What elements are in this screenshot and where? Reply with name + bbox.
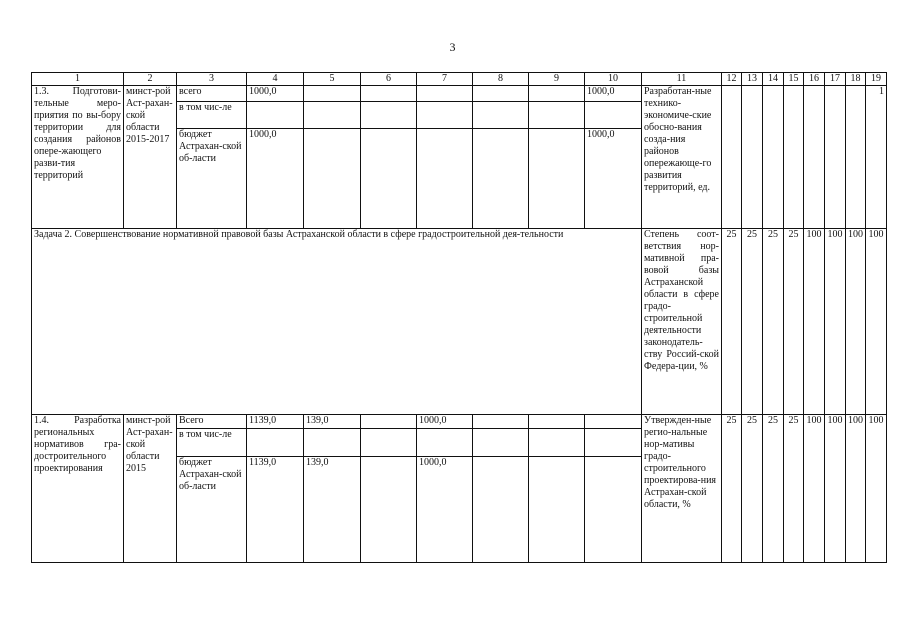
col-header-5: 5 bbox=[304, 73, 361, 86]
page-number: 3 bbox=[449, 40, 456, 54]
row-1-3-total-c10: 1000,0 bbox=[585, 86, 642, 102]
table-row bbox=[32, 415, 887, 429]
col-header-1: 1 bbox=[32, 73, 124, 86]
empty-cell bbox=[473, 102, 529, 129]
empty-cell bbox=[846, 86, 866, 229]
row-1-4-c14: 25 bbox=[763, 415, 784, 563]
empty-cell bbox=[473, 86, 529, 102]
row-1-4-c13: 25 bbox=[742, 415, 763, 563]
row-1-4-c16: 100 bbox=[804, 415, 825, 563]
col-header-3: 3 bbox=[177, 73, 247, 86]
executor-1-3: минст-рой Аст-рахан-ской области 2015-2017 bbox=[124, 86, 177, 229]
empty-cell bbox=[304, 429, 361, 457]
activity-1-4: 1.4. Разработка региональных нормативов гра-достроительного проектирования bbox=[32, 415, 124, 563]
funding-including-label: в том чис-ле bbox=[177, 429, 247, 457]
col-header-17: 17 bbox=[825, 73, 846, 86]
table-row bbox=[32, 86, 887, 102]
col-header-18: 18 bbox=[846, 73, 866, 86]
empty-cell bbox=[361, 429, 417, 457]
row-1-4-budget-c7: 1000,0 bbox=[417, 457, 473, 563]
empty-cell bbox=[304, 129, 361, 229]
empty-cell bbox=[473, 457, 529, 563]
task-2-c16: 100 bbox=[804, 229, 825, 415]
col-header-13: 13 bbox=[742, 73, 763, 86]
empty-cell bbox=[417, 102, 473, 129]
row-1-4-c15: 25 bbox=[784, 415, 804, 563]
row-1-4-total-c4: 1139,0 bbox=[247, 415, 304, 429]
row-1-4-budget-c5: 139,0 bbox=[304, 457, 361, 563]
col-header-8: 8 bbox=[473, 73, 529, 86]
empty-cell bbox=[247, 102, 304, 129]
funding-total-label: Всего bbox=[177, 415, 247, 429]
row-1-4-c19: 100 bbox=[866, 415, 887, 563]
row-1-4-total-c7: 1000,0 bbox=[417, 415, 473, 429]
empty-cell bbox=[361, 415, 417, 429]
empty-cell bbox=[585, 415, 642, 429]
row-1-4-total-c5: 139,0 bbox=[304, 415, 361, 429]
empty-cell bbox=[361, 457, 417, 563]
empty-cell bbox=[529, 429, 585, 457]
row-1-3-budget-c4: 1000,0 bbox=[247, 129, 304, 229]
col-header-12: 12 bbox=[722, 73, 742, 86]
indicator-1-3: Разработан-ные технико-экономиче-ские обосно-вания созда-ния районов опережающе-го развития территорий, ед. bbox=[642, 86, 722, 229]
task-2-c12: 25 bbox=[722, 229, 742, 415]
empty-cell bbox=[529, 86, 585, 102]
empty-cell bbox=[417, 86, 473, 102]
col-header-14: 14 bbox=[763, 73, 784, 86]
column-header-row bbox=[32, 73, 887, 86]
col-header-2: 2 bbox=[124, 73, 177, 86]
funding-budget-label: бюджет Астрахан-ской об-ласти bbox=[177, 457, 247, 563]
empty-cell bbox=[361, 86, 417, 102]
empty-cell bbox=[585, 429, 642, 457]
task-2-c19: 100 bbox=[866, 229, 887, 415]
row-1-4-budget-c4: 1139,0 bbox=[247, 457, 304, 563]
col-header-7: 7 bbox=[417, 73, 473, 86]
row-1-3-budget-c10: 1000,0 bbox=[585, 129, 642, 229]
col-header-6: 6 bbox=[361, 73, 417, 86]
empty-cell bbox=[529, 415, 585, 429]
empty-cell bbox=[473, 129, 529, 229]
empty-cell bbox=[825, 86, 846, 229]
empty-cell bbox=[585, 457, 642, 563]
empty-cell bbox=[417, 429, 473, 457]
empty-cell bbox=[247, 429, 304, 457]
table-row bbox=[32, 229, 887, 415]
funding-including-label: в том чис-ле bbox=[177, 102, 247, 129]
executor-1-4: минст-рой Аст-рахан-ской области 2015 bbox=[124, 415, 177, 563]
empty-cell bbox=[722, 86, 742, 229]
col-header-4: 4 bbox=[247, 73, 304, 86]
empty-cell bbox=[742, 86, 763, 229]
empty-cell bbox=[585, 102, 642, 129]
empty-cell bbox=[361, 129, 417, 229]
empty-cell bbox=[473, 415, 529, 429]
empty-cell bbox=[529, 457, 585, 563]
empty-cell bbox=[804, 86, 825, 229]
empty-cell bbox=[529, 102, 585, 129]
row-1-3-total-c4: 1000,0 bbox=[247, 86, 304, 102]
col-header-9: 9 bbox=[529, 73, 585, 86]
task-2-indicator: Степень соот-ветствия нор-мативной пра-вовой базы Астраханской области в сфере градо-строительной деятельности законодатель-ству Россий-ской Федера-ции, % bbox=[642, 229, 722, 415]
task-2-title: Задача 2. Совершенствование нормативной правовой базы Астраханской области в сфере градостроительной дея-тельности bbox=[32, 229, 642, 415]
task-2-c17: 100 bbox=[825, 229, 846, 415]
col-header-16: 16 bbox=[804, 73, 825, 86]
row-1-4-c17: 100 bbox=[825, 415, 846, 563]
empty-cell bbox=[304, 86, 361, 102]
empty-cell bbox=[417, 129, 473, 229]
task-2-c15: 25 bbox=[784, 229, 804, 415]
col-header-10: 10 bbox=[585, 73, 642, 86]
empty-cell bbox=[473, 429, 529, 457]
empty-cell bbox=[529, 129, 585, 229]
col-header-19: 19 bbox=[866, 73, 887, 86]
empty-cell bbox=[784, 86, 804, 229]
task-2-c13: 25 bbox=[742, 229, 763, 415]
row-1-4-c12: 25 bbox=[722, 415, 742, 563]
empty-cell bbox=[361, 102, 417, 129]
funding-budget-label: бюджет Астрахан-ской об-ласти bbox=[177, 129, 247, 229]
task-2-c14: 25 bbox=[763, 229, 784, 415]
empty-cell bbox=[304, 102, 361, 129]
funding-total-label: всего bbox=[177, 86, 247, 102]
empty-cell bbox=[763, 86, 784, 229]
activity-1-3: 1.3. Подготови-тельные меро-приятия по вы-бору территории для создания районов опере-жающего разви-тия территорий bbox=[32, 86, 124, 229]
program-table bbox=[31, 72, 887, 563]
col-header-11: 11 bbox=[642, 73, 722, 86]
col-header-15: 15 bbox=[784, 73, 804, 86]
task-2-c18: 100 bbox=[846, 229, 866, 415]
row-1-3-c19: 1 bbox=[866, 86, 887, 229]
indicator-1-4: Утвержден-ные регио-нальные нор-мативы градо-строительного проектирова-ния Астрахан-ской области, % bbox=[642, 415, 722, 563]
row-1-4-c18: 100 bbox=[846, 415, 866, 563]
